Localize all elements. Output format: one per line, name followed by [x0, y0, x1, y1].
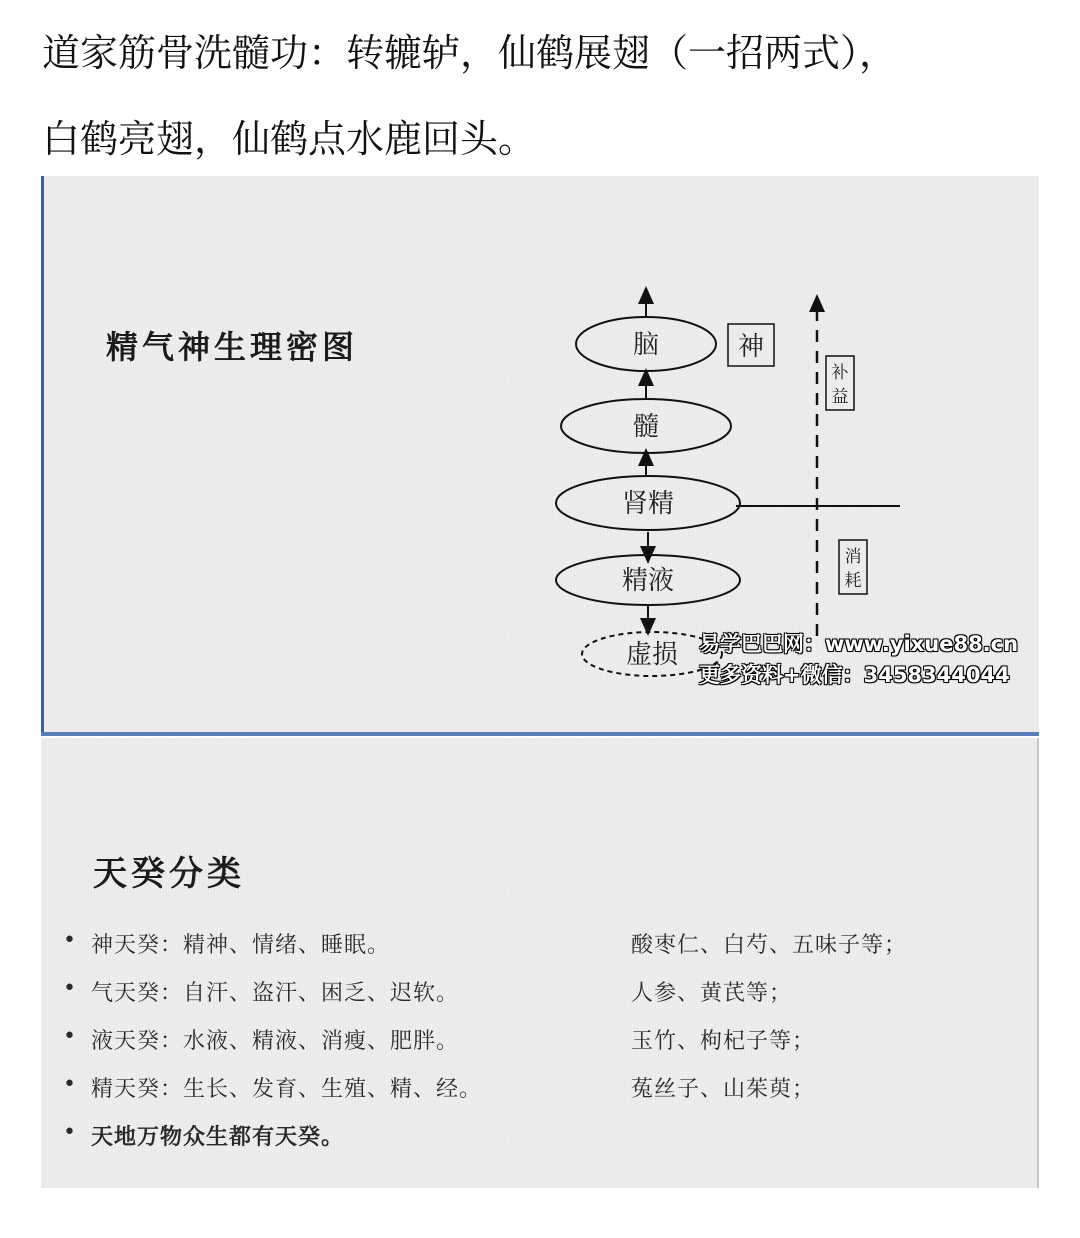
node-essence-fluid-label: 精液	[621, 566, 675, 596]
list-item	[63, 1120, 1023, 1168]
box-tonify-char-2: 益	[831, 387, 849, 407]
item-category: 液天癸：水液、精液、消瘦、肥胖。	[91, 1029, 460, 1054]
bullet-icon: •	[63, 976, 76, 1001]
item-herbs: 人参、黄芪等；	[631, 981, 793, 1006]
heading-line-1: 道家筋骨洗髓功：转辘轳，仙鹤展翅（一招两式），	[42, 31, 898, 75]
node-marrow-label: 髓	[632, 412, 660, 442]
list-item	[63, 976, 1023, 1024]
box-consume-char-2: 耗	[844, 571, 862, 591]
slide-tiangui-classification	[41, 738, 1039, 1188]
classification-list	[63, 928, 1023, 1168]
item-category: 神天癸：精神、情绪、睡眠。	[91, 933, 391, 958]
bullet-icon: •	[63, 1120, 76, 1145]
list-item	[63, 1072, 1023, 1120]
node-brain-label: 脑	[632, 330, 660, 360]
slide-essence-diagram	[41, 176, 1039, 734]
box-spirit-label: 神	[737, 332, 765, 362]
bullet-icon: •	[63, 928, 76, 953]
item-category: 精天癸：生长、发育、生殖、精、经。	[91, 1077, 483, 1102]
bullet-icon: •	[63, 1072, 76, 1097]
slide-title: 天癸分类	[93, 854, 245, 894]
article-heading	[42, 10, 1052, 182]
heading-line-2: 白鹤亮翅，仙鹤点水鹿回头。	[42, 117, 537, 161]
watermark-site: 易学巴巴网：www.yixue88.cn	[699, 632, 1019, 656]
node-deficiency-label: 虚损	[625, 640, 679, 670]
box-tonify-char-1: 补	[831, 363, 849, 383]
bullet-icon: •	[63, 1024, 76, 1049]
watermark-contact: 更多资料+微信：3458344044	[699, 663, 1010, 687]
slide-divider	[41, 732, 1039, 736]
list-item	[63, 928, 1023, 976]
item-herbs: 酸枣仁、白芍、五味子等；	[631, 933, 908, 958]
slide-title: 精气神生理密图	[106, 328, 359, 366]
box-consume-char-1: 消	[844, 547, 862, 567]
list-item	[63, 1024, 1023, 1072]
item-summary: 天地万物众生都有天癸。	[91, 1124, 345, 1150]
item-category: 气天癸：自汗、盗汗、困乏、迟软。	[91, 981, 460, 1006]
node-kidney-essence-label: 肾精	[621, 489, 675, 519]
item-herbs: 菟丝子、山茱萸；	[631, 1077, 816, 1102]
item-herbs: 玉竹、枸杞子等；	[631, 1029, 816, 1054]
